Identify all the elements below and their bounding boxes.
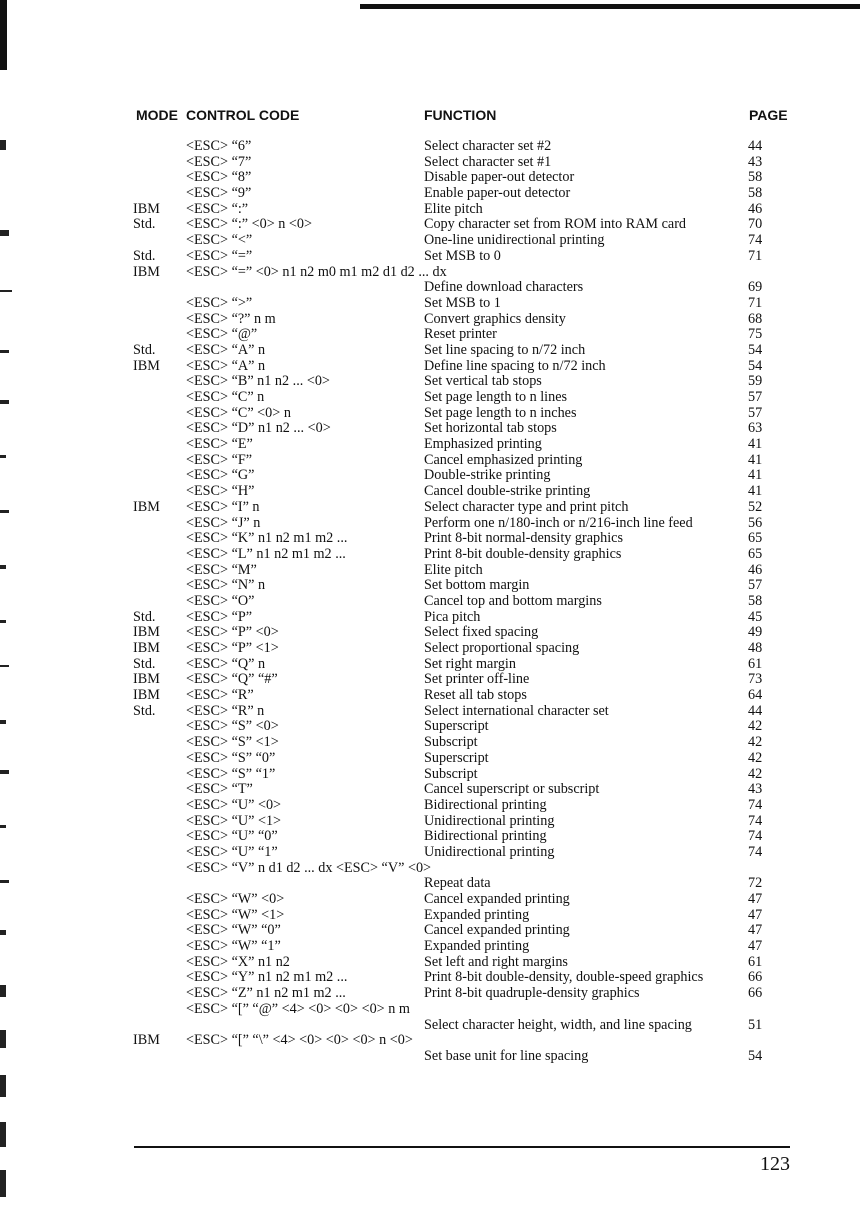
row-page: 74 <box>748 232 763 249</box>
row-control-code: <ESC> “>” <box>186 294 253 311</box>
table-row <box>0 610 860 626</box>
row-function: Superscript <box>424 718 489 735</box>
table-row <box>0 563 860 579</box>
row-page: 49 <box>748 624 763 641</box>
row-control-code: <ESC> “O” <box>186 592 255 609</box>
row-function: Cancel top and bottom margins <box>424 592 602 609</box>
row-control-code: <ESC> “S” <1> <box>186 734 279 751</box>
row-page: 58 <box>748 169 763 186</box>
row-control-code: <ESC> “R” n <box>186 702 265 719</box>
table-row <box>0 578 860 594</box>
row-function: Double-strike printing <box>424 467 551 484</box>
row-function: Select character set #1 <box>424 153 552 170</box>
table-row <box>0 390 860 406</box>
table-row <box>0 955 860 971</box>
row-page: 65 <box>748 545 763 562</box>
row-control-code: <ESC> “S” “1” <box>186 765 276 782</box>
row-page: 66 <box>748 985 763 1002</box>
row-function: Set vertical tab stops <box>424 373 542 390</box>
row-page: 74 <box>748 812 763 829</box>
row-mode: Std. <box>133 247 156 264</box>
row-mode: IBM <box>133 687 160 704</box>
row-control-code: <ESC> “B” n1 n2 ... <0> <box>186 373 330 390</box>
row-page: 43 <box>748 781 763 798</box>
row-page: 48 <box>748 640 763 656</box>
row-page: 42 <box>748 765 763 782</box>
row-page: 74 <box>748 796 763 813</box>
row-function: Select proportional spacing <box>424 640 580 656</box>
row-page: 51 <box>748 1016 763 1033</box>
row-page: 41 <box>748 467 763 484</box>
row-mode: Std. <box>133 216 156 233</box>
row-control-code: <ESC> “W” “1” <box>186 938 281 955</box>
row-page: 47 <box>748 922 763 939</box>
row-mode: IBM <box>133 624 160 641</box>
row-control-code: <ESC> “E” <box>186 436 253 453</box>
row-page: 56 <box>748 514 763 531</box>
table-row <box>0 468 860 484</box>
row-page: 44 <box>748 702 763 719</box>
row-page: 54 <box>748 341 763 358</box>
row-mode: IBM <box>133 498 160 515</box>
footer-rule <box>134 1146 790 1148</box>
row-page: 47 <box>748 906 763 923</box>
row-page: 65 <box>748 530 763 547</box>
row-control-code: <ESC> “:” <0> n <0> <box>186 216 313 233</box>
table-row <box>0 516 860 532</box>
table-row <box>0 233 860 249</box>
table-row <box>0 1049 860 1065</box>
row-function: Bidirectional printing <box>424 796 547 813</box>
header-function: FUNCTION <box>424 107 497 123</box>
row-function: Disable paper-out detector <box>424 169 575 186</box>
row-page: 58 <box>748 592 763 609</box>
row-page: 57 <box>748 389 763 405</box>
row-control-code: <ESC> “C” n <box>186 389 265 405</box>
table-row <box>0 782 860 798</box>
row-control-code: <ESC> “W” “0” <box>186 922 281 939</box>
row-control-code: <ESC> “P” <0> <box>186 624 279 641</box>
row-control-code: <ESC> “W” <0> <box>186 891 285 907</box>
row-function: Set bottom margin <box>424 577 530 594</box>
row-function: Emphasized printing <box>424 436 542 453</box>
row-control-code: <ESC> “Y” n1 n2 m1 m2 ... <box>186 969 348 986</box>
table-row <box>0 217 860 233</box>
header-page: PAGE <box>749 107 788 123</box>
row-control-code: <ESC> “L” n1 n2 m1 m2 ... <box>186 545 346 562</box>
row-function: Print 8-bit quadruple-density graphics <box>424 985 640 1002</box>
table-row <box>0 359 860 375</box>
row-control-code: <ESC> “A” n <box>186 341 266 358</box>
row-function: Set line spacing to n/72 inch <box>424 341 586 358</box>
table-row <box>0 453 860 469</box>
row-page: 44 <box>748 138 763 154</box>
table-row <box>0 1033 860 1049</box>
table-row <box>0 986 860 1002</box>
table-row <box>0 484 860 500</box>
table-row <box>0 312 860 328</box>
row-page: 57 <box>748 404 763 421</box>
table-row <box>0 892 860 908</box>
row-function: Set MSB to 1 <box>424 294 501 311</box>
table-row <box>0 139 860 155</box>
table-row <box>0 594 860 610</box>
row-function: Print 8-bit double-density, double-speed graphics <box>424 969 704 986</box>
row-function: Set MSB to 0 <box>424 247 501 264</box>
table-row <box>0 829 860 845</box>
table-row <box>0 861 860 877</box>
row-page: 71 <box>748 247 763 264</box>
row-function: Define line spacing to n/72 inch <box>424 357 606 374</box>
table-row <box>0 672 860 688</box>
table-row <box>0 531 860 547</box>
row-control-code: <ESC> “S” <0> <box>186 718 279 735</box>
row-mode: IBM <box>133 671 160 688</box>
row-page: 63 <box>748 420 763 437</box>
row-page: 72 <box>748 875 763 892</box>
row-page: 68 <box>748 310 763 327</box>
header-mode: MODE <box>136 107 178 123</box>
row-mode: IBM <box>133 640 160 656</box>
row-page: 47 <box>748 891 763 907</box>
row-control-code: <ESC> “<” <box>186 232 253 249</box>
table-row <box>0 170 860 186</box>
row-control-code: <ESC> “6” <box>186 138 252 154</box>
row-page: 74 <box>748 843 763 860</box>
row-page: 41 <box>748 436 763 453</box>
table-row <box>0 406 860 422</box>
table-row <box>0 735 860 751</box>
row-mode: IBM <box>133 1032 160 1049</box>
row-function: Reset all tab stops <box>424 687 527 704</box>
row-control-code: <ESC> “F” <box>186 451 253 468</box>
table-row <box>0 751 860 767</box>
table-row <box>0 421 860 437</box>
table-row <box>0 641 860 657</box>
row-page: 41 <box>748 483 763 500</box>
table-row <box>0 688 860 704</box>
row-function: Set page length to n inches <box>424 404 577 421</box>
row-control-code: <ESC> “V” n d1 d2 ... dx <ESC> “V” <0> <box>186 859 432 876</box>
row-page: 45 <box>748 608 763 625</box>
row-control-code: <ESC> “U” “1” <box>186 843 278 860</box>
row-page: 61 <box>748 655 763 672</box>
table-row <box>0 202 860 218</box>
table-row <box>0 327 860 343</box>
control-code-table <box>0 139 860 1065</box>
row-control-code: <ESC> “U” <1> <box>186 812 282 829</box>
row-control-code: <ESC> “7” <box>186 153 252 170</box>
table-row <box>0 767 860 783</box>
row-control-code: <ESC> “R” <box>186 687 254 704</box>
table-row <box>0 798 860 814</box>
row-function: Select character set #2 <box>424 138 552 154</box>
row-mode: Std. <box>133 608 156 625</box>
row-function: Unidirectional printing <box>424 843 555 860</box>
row-function: Set base unit for line spacing <box>424 1047 589 1064</box>
row-control-code: <ESC> “Q” n <box>186 655 266 672</box>
table-row <box>0 186 860 202</box>
row-page: 42 <box>748 718 763 735</box>
row-function: Subscript <box>424 734 478 751</box>
table-row <box>0 939 860 955</box>
row-page: 41 <box>748 451 763 468</box>
row-function: Cancel superscript or subscript <box>424 781 600 798</box>
row-control-code: <ESC> “K” n1 n2 m1 m2 ... <box>186 530 348 547</box>
row-function: Cancel expanded printing <box>424 922 570 939</box>
row-mode: IBM <box>133 200 160 217</box>
row-page: 71 <box>748 294 763 311</box>
row-control-code: <ESC> “9” <box>186 185 252 202</box>
row-function: Superscript <box>424 749 489 766</box>
row-function: Print 8-bit normal-density graphics <box>424 530 623 547</box>
table-row <box>0 814 860 830</box>
table-row <box>0 155 860 171</box>
row-control-code: <ESC> “?” n m <box>186 310 276 327</box>
row-function: Set left and right margins <box>424 953 568 970</box>
row-function: Repeat data <box>424 875 491 892</box>
row-control-code: <ESC> “[” “@” <4> <0> <0> <0> n m <box>186 1000 410 1017</box>
row-function: Pica pitch <box>424 608 481 625</box>
table-row <box>0 343 860 359</box>
table-row <box>0 970 860 986</box>
row-function: Unidirectional printing <box>424 812 555 829</box>
row-function: Expanded printing <box>424 906 530 923</box>
row-function: Copy character set from ROM into RAM card <box>424 216 687 233</box>
table-row <box>0 500 860 516</box>
row-page: 69 <box>748 279 763 296</box>
row-page: 58 <box>748 185 763 202</box>
row-function: Select character type and print pitch <box>424 498 629 515</box>
table-row <box>0 296 860 312</box>
row-function: Cancel emphasized printing <box>424 451 583 468</box>
row-control-code: <ESC> “N” n <box>186 577 266 594</box>
row-function: Print 8-bit double-density graphics <box>424 545 622 562</box>
row-page: 47 <box>748 938 763 955</box>
row-control-code: <ESC> “S” “0” <box>186 749 276 766</box>
table-row <box>0 845 860 861</box>
row-page: 75 <box>748 326 763 343</box>
row-page: 52 <box>748 498 763 515</box>
row-control-code: <ESC> “T” <box>186 781 253 798</box>
row-function: Perform one n/180-inch or n/216-inch line feed <box>424 514 693 531</box>
header-control-code: CONTROL CODE <box>186 107 300 123</box>
row-page: 54 <box>748 357 763 374</box>
row-control-code: <ESC> “P” <box>186 608 253 625</box>
row-function: Elite pitch <box>424 561 483 578</box>
row-mode: IBM <box>133 263 160 280</box>
table-row <box>0 437 860 453</box>
row-page: 46 <box>748 561 763 578</box>
row-function: Select international character set <box>424 702 609 719</box>
row-function: Define download characters <box>424 279 584 296</box>
row-control-code: <ESC> “G” <box>186 467 255 484</box>
row-page: 61 <box>748 953 763 970</box>
row-page: 57 <box>748 577 763 594</box>
row-control-code: <ESC> “=” <0> n1 n2 m0 m1 m2 d1 d2 ... dx <box>186 263 447 280</box>
row-page: 54 <box>748 1047 763 1064</box>
table-row <box>0 625 860 641</box>
row-function: Set page length to n lines <box>424 389 568 405</box>
row-page: 42 <box>748 749 763 766</box>
row-control-code: <ESC> “Z” n1 n2 m1 m2 ... <box>186 985 346 1002</box>
row-control-code: <ESC> “H” <box>186 483 255 500</box>
row-control-code: <ESC> “I” n <box>186 498 260 515</box>
table-row <box>0 280 860 296</box>
row-page: 43 <box>748 153 763 170</box>
row-function: Bidirectional printing <box>424 828 547 845</box>
page-number: 123 <box>760 1153 790 1175</box>
row-page: 74 <box>748 828 763 845</box>
table-row <box>0 719 860 735</box>
table-row <box>0 265 860 281</box>
table-row <box>0 923 860 939</box>
row-function: Select character height, width, and line spacing <box>424 1016 692 1033</box>
table-row <box>0 1018 860 1034</box>
row-control-code: <ESC> “M” <box>186 561 257 578</box>
table-row <box>0 374 860 390</box>
row-function: Expanded printing <box>424 938 530 955</box>
table-row <box>0 908 860 924</box>
row-mode: Std. <box>133 655 156 672</box>
row-page: 64 <box>748 687 763 704</box>
row-control-code: <ESC> “J” n <box>186 514 261 531</box>
row-function: Convert graphics density <box>424 310 566 327</box>
row-control-code: <ESC> “@” <box>186 326 258 343</box>
row-control-code: <ESC> “A” n <box>186 357 266 374</box>
row-function: Enable paper-out detector <box>424 185 571 202</box>
row-function: Set printer off-line <box>424 671 530 688</box>
row-function: Select fixed spacing <box>424 624 539 641</box>
row-function: Set right margin <box>424 655 516 672</box>
row-page: 46 <box>748 200 763 217</box>
row-function: Reset printer <box>424 326 497 343</box>
table-row <box>0 704 860 720</box>
row-control-code: <ESC> “Q” “#” <box>186 671 278 688</box>
row-control-code: <ESC> “C” <0> n <box>186 404 291 421</box>
row-function: Set horizontal tab stops <box>424 420 557 437</box>
row-page: 73 <box>748 671 763 688</box>
table-row <box>0 1002 860 1018</box>
row-control-code: <ESC> “U” “0” <box>186 828 278 845</box>
row-control-code: <ESC> “P” <1> <box>186 640 279 656</box>
table-row <box>0 547 860 563</box>
row-mode: Std. <box>133 702 156 719</box>
table-header <box>0 107 860 127</box>
row-function: Subscript <box>424 765 478 782</box>
table-row <box>0 876 860 892</box>
row-control-code: <ESC> “[” “\” <4> <0> <0> <0> n <0> <box>186 1032 413 1049</box>
row-page: 59 <box>748 373 763 390</box>
row-control-code: <ESC> “X” n1 n2 <box>186 953 290 970</box>
row-control-code: <ESC> “D” n1 n2 ... <0> <box>186 420 331 437</box>
row-control-code: <ESC> “8” <box>186 169 252 186</box>
row-mode: IBM <box>133 357 160 374</box>
table-row <box>0 657 860 673</box>
row-control-code: <ESC> “W” <1> <box>186 906 285 923</box>
row-control-code: <ESC> “:” <box>186 200 249 217</box>
table-row <box>0 249 860 265</box>
row-page: 66 <box>748 969 763 986</box>
row-mode: Std. <box>133 341 156 358</box>
row-control-code: <ESC> “=” <box>186 247 253 264</box>
row-function: One-line unidirectional printing <box>424 232 605 249</box>
row-control-code: <ESC> “U” <0> <box>186 796 282 813</box>
row-function: Cancel double-strike printing <box>424 483 591 500</box>
row-page: 70 <box>748 216 763 233</box>
row-page: 42 <box>748 734 763 751</box>
top-rule <box>360 4 860 9</box>
row-function: Elite pitch <box>424 200 483 217</box>
row-function: Cancel expanded printing <box>424 891 570 907</box>
